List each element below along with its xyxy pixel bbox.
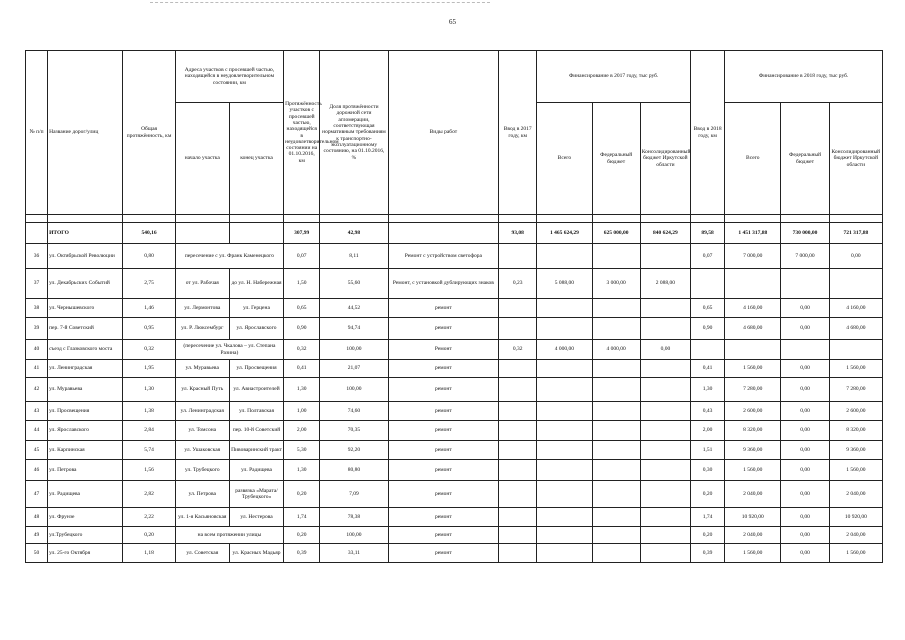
consolidated-2018: 7 280,00 xyxy=(829,378,882,402)
input-2017 xyxy=(499,360,537,378)
header-length: Общая протяжённость, км xyxy=(123,51,175,215)
row-number: 48 xyxy=(26,508,48,527)
road-name: съезд с Глазковского моста xyxy=(48,340,123,360)
road-name: ул. Ленинградская xyxy=(48,360,123,378)
table-row xyxy=(26,508,883,527)
table-row xyxy=(26,378,883,402)
row-number: 39 xyxy=(26,318,48,340)
input-2017 xyxy=(499,299,537,318)
work-type: ремонт xyxy=(388,360,499,378)
input-2018: 1,74 xyxy=(691,508,725,527)
normative-share: 33,11 xyxy=(320,544,388,563)
input-2018 xyxy=(691,269,725,299)
road-name: ул. Декабрьских Событий xyxy=(48,269,123,299)
bad-section-length: 0,20 xyxy=(284,481,320,508)
consolidated-2017 xyxy=(640,460,690,481)
federal-2018: 0,00 xyxy=(781,402,829,421)
consolidated-2018: 1 560,00 xyxy=(829,544,882,563)
bad-section-length: 0,20 xyxy=(284,527,320,544)
row-number: 45 xyxy=(26,441,48,460)
road-name: ул.Трубецкого xyxy=(48,527,123,544)
sum-2018: 7 280,00 xyxy=(725,378,781,402)
work-type: ремонт xyxy=(388,421,499,441)
section-start: ул. Ушаковская xyxy=(175,441,229,460)
normative-share: 100,00 xyxy=(320,378,388,402)
consolidated-2018: 1 560,00 xyxy=(829,360,882,378)
sum-2018: 4 160,00 xyxy=(725,299,781,318)
normative-share: 7,09 xyxy=(320,481,388,508)
consolidated-2018: 8 320,00 xyxy=(829,421,882,441)
consolidated-2018: 1 560,00 xyxy=(829,460,882,481)
road-length: 1,46 xyxy=(123,299,175,318)
section-start: ул. Трубецкого xyxy=(175,460,229,481)
consolidated-2018: 2 600,00 xyxy=(829,402,882,421)
federal-2017 xyxy=(592,441,640,460)
road-length: 1,95 xyxy=(123,360,175,378)
federal-2017 xyxy=(592,544,640,563)
consolidated-2018: 0,00 xyxy=(829,244,882,269)
federal-2017 xyxy=(592,481,640,508)
section-end: Пивоваринский тракт xyxy=(229,441,283,460)
header-bad-length: Протяжённость участков с просевшей частью, находящейся в неудовлетворительном состоянии на 01.10.2016, км xyxy=(284,51,320,215)
sum-2017 xyxy=(537,402,592,421)
header-consolidated-2017: Консолидированный бюджет Иркутской области xyxy=(640,103,690,215)
work-type: Ремонт с устройством светофора xyxy=(388,244,499,269)
sum-2018: 4 680,00 xyxy=(725,318,781,340)
bad-section-length: 5,30 xyxy=(284,441,320,460)
federal-2018: 0,00 xyxy=(781,544,829,563)
work-type: ремонт xyxy=(388,544,499,563)
road-length: 2,22 xyxy=(123,508,175,527)
input-2018: 1,51 xyxy=(691,441,725,460)
normative-share: 80,80 xyxy=(320,460,388,481)
work-type: ремонт xyxy=(388,402,499,421)
federal-2017 xyxy=(592,527,640,544)
road-name: ул. Карпинская xyxy=(48,441,123,460)
input-2018: 0,07 xyxy=(691,244,725,269)
input-2017 xyxy=(499,481,537,508)
input-2018: 2,00 xyxy=(691,421,725,441)
sum-2017 xyxy=(537,527,592,544)
table-row xyxy=(26,402,883,421)
input-2017 xyxy=(499,318,537,340)
scan-top-edge xyxy=(150,2,490,3)
row-number: 36 xyxy=(26,244,48,269)
federal-2017: 4 000,00 xyxy=(592,340,640,360)
input-2018: 0,43 xyxy=(691,402,725,421)
sum-2018: 8 320,00 xyxy=(725,421,781,441)
section-start: от ул. Рабочая xyxy=(175,269,229,299)
road-name: ул. Петрова xyxy=(48,460,123,481)
normative-share: 100,00 xyxy=(320,340,388,360)
table-row xyxy=(26,318,883,340)
header-federal-2018: Федеральный бюджет xyxy=(781,103,829,215)
total-fed-2018: 730 000,00 xyxy=(781,223,829,244)
input-2018: 0,41 xyxy=(691,360,725,378)
federal-2018: 7 000,00 xyxy=(781,244,829,269)
table-row xyxy=(26,299,883,318)
header-consolidated-2018: Консолидированный бюджет Иркутской области xyxy=(829,103,882,215)
input-2017: 0,32 xyxy=(499,340,537,360)
sum-2017 xyxy=(537,299,592,318)
federal-2017 xyxy=(592,360,640,378)
section-start: ул. Р. Люксембург xyxy=(175,318,229,340)
consolidated-2017 xyxy=(640,527,690,544)
federal-2018: 0,00 xyxy=(781,421,829,441)
section-end: до ул. Н. Набережная xyxy=(229,269,283,299)
section-end: ул. Просвещения xyxy=(229,360,283,378)
table-row xyxy=(26,340,883,360)
header-total-2017: Всего xyxy=(537,103,592,215)
row-number: 40 xyxy=(26,340,48,360)
input-2017 xyxy=(499,527,537,544)
total-cons-2018: 721 317,88 xyxy=(829,223,882,244)
input-2018: 0,90 xyxy=(691,318,725,340)
section-end: ул. Радищева xyxy=(229,460,283,481)
total-input-2018: 89,58 xyxy=(691,223,725,244)
work-type: ремонт xyxy=(388,460,499,481)
input-2017 xyxy=(499,441,537,460)
sum-2017 xyxy=(537,481,592,508)
header-fin-2018: Финансирование в 2018 году, тыс руб. xyxy=(725,51,883,103)
federal-2018: 0,00 xyxy=(781,481,829,508)
sum-2018: 1 560,00 xyxy=(725,544,781,563)
work-type: ремонт xyxy=(388,378,499,402)
bad-section-length: 0,41 xyxy=(284,360,320,378)
total-length: 540,16 xyxy=(123,223,175,244)
sum-2017 xyxy=(537,441,592,460)
consolidated-2018: 10 920,00 xyxy=(829,508,882,527)
sum-2017 xyxy=(537,244,592,269)
total-input-2017: 93,08 xyxy=(499,223,537,244)
row-number: 47 xyxy=(26,481,48,508)
work-type: ремонт xyxy=(388,527,499,544)
federal-2017 xyxy=(592,318,640,340)
sum-2017 xyxy=(537,421,592,441)
sum-2018: 2 040,00 xyxy=(725,481,781,508)
federal-2017: 3 000,00 xyxy=(592,269,640,299)
row-number: 43 xyxy=(26,402,48,421)
federal-2017 xyxy=(592,402,640,421)
federal-2018 xyxy=(781,269,829,299)
sum-2018: 7 000,00 xyxy=(725,244,781,269)
input-2017 xyxy=(499,378,537,402)
header-addresses: Адреса участков с просевшей частью, находящейся в неудовлетворительном состоянии, км xyxy=(175,51,283,103)
work-type: ремонт xyxy=(388,481,499,508)
sum-2018: 2 040,00 xyxy=(725,527,781,544)
total-sum-2017: 1 465 624,29 xyxy=(537,223,592,244)
road-length: 1,38 xyxy=(123,402,175,421)
input-2018: 1,30 xyxy=(691,378,725,402)
road-length: 1,56 xyxy=(123,460,175,481)
normative-share: 92,20 xyxy=(320,441,388,460)
work-type: Ремонт xyxy=(388,340,499,360)
table-row xyxy=(26,244,883,269)
road-repair-table xyxy=(25,50,883,563)
road-length: 0,95 xyxy=(123,318,175,340)
sum-2018 xyxy=(725,340,781,360)
bad-section-length: 1,50 xyxy=(284,269,320,299)
normative-share: 94,74 xyxy=(320,318,388,340)
section-address: (пересечение ул. Чкалова – ул. Степана Разина) xyxy=(175,340,283,360)
sum-2018: 1 560,00 xyxy=(725,360,781,378)
federal-2018 xyxy=(781,340,829,360)
table-row xyxy=(26,460,883,481)
table-row xyxy=(26,269,883,299)
section-start: ул. Лермонтова xyxy=(175,299,229,318)
federal-2018: 0,00 xyxy=(781,508,829,527)
section-end: развязка «Марата/Трубецкого» xyxy=(229,481,283,508)
federal-2018: 0,00 xyxy=(781,360,829,378)
input-2017 xyxy=(499,460,537,481)
header-input-2017: Ввод в 2017 году, км xyxy=(499,51,537,215)
consolidated-2018: 2 040,00 xyxy=(829,527,882,544)
section-end: ул. Нестерова xyxy=(229,508,283,527)
input-2017 xyxy=(499,544,537,563)
input-2017: 0,23 xyxy=(499,269,537,299)
total-row xyxy=(26,223,883,244)
input-2018: 0,20 xyxy=(691,527,725,544)
federal-2017 xyxy=(592,299,640,318)
sum-2017 xyxy=(537,460,592,481)
table-row xyxy=(26,360,883,378)
road-name: ул. Ярославского xyxy=(48,421,123,441)
federal-2017 xyxy=(592,421,640,441)
federal-2018: 0,00 xyxy=(781,378,829,402)
total-sum-2018: 1 451 317,88 xyxy=(725,223,781,244)
federal-2018: 0,00 xyxy=(781,527,829,544)
consolidated-2017 xyxy=(640,402,690,421)
section-start: ул. 1-я Касьяновская xyxy=(175,508,229,527)
input-2018: 0,20 xyxy=(691,481,725,508)
road-name: ул. Октябрьской Революции xyxy=(48,244,123,269)
consolidated-2018: 4 680,00 xyxy=(829,318,882,340)
federal-2018: 0,00 xyxy=(781,441,829,460)
consolidated-2017 xyxy=(640,299,690,318)
bad-section-length: 1,74 xyxy=(284,508,320,527)
input-2018 xyxy=(691,340,725,360)
section-end: пер. 10-й Советский xyxy=(229,421,283,441)
header-share: Доля протяжённости дорожной сети агломерации, соответствующая нормативным требованиям к транспортно-эксплуатационному состоянию, на 01.10.2016, % xyxy=(320,51,388,215)
row-number: 37 xyxy=(26,269,48,299)
consolidated-2018: 9 360,00 xyxy=(829,441,882,460)
consolidated-2017: 0,00 xyxy=(640,340,690,360)
header-num: № п/п xyxy=(26,51,48,215)
consolidated-2017: 2 088,00 xyxy=(640,269,690,299)
bad-section-length: 2,00 xyxy=(284,421,320,441)
bad-section-length: 0,39 xyxy=(284,544,320,563)
sum-2017 xyxy=(537,318,592,340)
road-length: 0,80 xyxy=(123,244,175,269)
section-end: ул. Полтавская xyxy=(229,402,283,421)
sum-2018 xyxy=(725,269,781,299)
section-start: ул. Петрова xyxy=(175,481,229,508)
normative-share: 55,60 xyxy=(320,269,388,299)
total-label: ИТОГО xyxy=(48,223,123,244)
section-start: ул. Муравьева xyxy=(175,360,229,378)
row-number: 50 xyxy=(26,544,48,563)
road-length: 0,20 xyxy=(123,527,175,544)
road-name: ул. Муравьева xyxy=(48,378,123,402)
bad-section-length: 1,00 xyxy=(284,402,320,421)
consolidated-2018 xyxy=(829,269,882,299)
road-length: 0,32 xyxy=(123,340,175,360)
federal-2017 xyxy=(592,460,640,481)
table-row xyxy=(26,544,883,563)
row-number: 44 xyxy=(26,421,48,441)
federal-2018: 0,00 xyxy=(781,318,829,340)
sum-2017 xyxy=(537,378,592,402)
section-start: ул. Красный Путь xyxy=(175,378,229,402)
road-name: ул. Чернышевского xyxy=(48,299,123,318)
normative-share: 100,00 xyxy=(320,527,388,544)
road-name: ул. Просвещения xyxy=(48,402,123,421)
federal-2017 xyxy=(592,378,640,402)
normative-share: 78,38 xyxy=(320,508,388,527)
section-end: ул. Красных Мадьяр xyxy=(229,544,283,563)
work-type: ремонт xyxy=(388,299,499,318)
normative-share: 21,07 xyxy=(320,360,388,378)
table-row xyxy=(26,441,883,460)
consolidated-2017 xyxy=(640,318,690,340)
input-2017 xyxy=(499,508,537,527)
consolidated-2017 xyxy=(640,360,690,378)
sum-2018: 10 920,00 xyxy=(725,508,781,527)
section-start: ул. Советская xyxy=(175,544,229,563)
bad-section-length: 0,90 xyxy=(284,318,320,340)
work-type: ремонт xyxy=(388,318,499,340)
consolidated-2017 xyxy=(640,244,690,269)
page-number: 65 xyxy=(449,18,456,26)
header-fin-2017: Финансирование в 2017 году, тыс руб. xyxy=(537,51,691,103)
consolidated-2017 xyxy=(640,421,690,441)
section-end: ул. Герцена xyxy=(229,299,283,318)
bad-section-length: 1,30 xyxy=(284,378,320,402)
sum-2017 xyxy=(537,544,592,563)
work-type: ремонт xyxy=(388,441,499,460)
sum-2018: 9 360,00 xyxy=(725,441,781,460)
bad-section-length: 0,65 xyxy=(284,299,320,318)
table-row xyxy=(26,421,883,441)
work-type: Ремонт, с установкой дублирующих знаков xyxy=(388,269,499,299)
normative-share: 8,11 xyxy=(320,244,388,269)
normative-share: 44,52 xyxy=(320,299,388,318)
section-address: пересечение с ул. Франк Каменецкого xyxy=(175,244,283,269)
consolidated-2017 xyxy=(640,481,690,508)
input-2018: 0,39 xyxy=(691,544,725,563)
consolidated-2017 xyxy=(640,441,690,460)
header-total-2018: Всего xyxy=(725,103,781,215)
road-length: 5,74 xyxy=(123,441,175,460)
input-2017 xyxy=(499,244,537,269)
road-length: 1,30 xyxy=(123,378,175,402)
section-start: ул. Ленинградская xyxy=(175,402,229,421)
consolidated-2018: 2 040,00 xyxy=(829,481,882,508)
sum-2018: 2 600,00 xyxy=(725,402,781,421)
header-works: Виды работ xyxy=(388,51,499,215)
federal-2018: 0,00 xyxy=(781,299,829,318)
consolidated-2017 xyxy=(640,544,690,563)
header-name: Название дорог/улиц xyxy=(48,51,123,215)
consolidated-2018: 4 160,00 xyxy=(829,299,882,318)
row-number: 46 xyxy=(26,460,48,481)
normative-share: 70,35 xyxy=(320,421,388,441)
road-length: 1,18 xyxy=(123,544,175,563)
sum-2018: 1 560,00 xyxy=(725,460,781,481)
road-name: ул. Радищева xyxy=(48,481,123,508)
section-end: ул. Авиастроителей xyxy=(229,378,283,402)
table-row xyxy=(26,527,883,544)
bad-section-length: 1,30 xyxy=(284,460,320,481)
header-start: начало участка xyxy=(175,103,229,215)
work-type: ремонт xyxy=(388,508,499,527)
sum-2017: 5 088,00 xyxy=(537,269,592,299)
header-input-2018: Ввод в 2018 году, км xyxy=(691,51,725,215)
bad-section-length: 0,07 xyxy=(284,244,320,269)
total-share: 42,98 xyxy=(320,223,388,244)
table-row xyxy=(26,481,883,508)
consolidated-2017 xyxy=(640,508,690,527)
federal-2017 xyxy=(592,244,640,269)
consolidated-2017 xyxy=(640,378,690,402)
input-2017 xyxy=(499,421,537,441)
road-name: пер. 7-й Советский xyxy=(48,318,123,340)
row-number: 49 xyxy=(26,527,48,544)
consolidated-2018 xyxy=(829,340,882,360)
input-2017 xyxy=(499,402,537,421)
road-name: ул. 25-го Октября xyxy=(48,544,123,563)
bad-section-length: 0,32 xyxy=(284,340,320,360)
sum-2017 xyxy=(537,360,592,378)
normative-share: 74,60 xyxy=(320,402,388,421)
road-length: 2,82 xyxy=(123,481,175,508)
sum-2017 xyxy=(537,508,592,527)
section-end: ул. Ярославского xyxy=(229,318,283,340)
total-fed-2017: 625 000,00 xyxy=(592,223,640,244)
road-length: 2,84 xyxy=(123,421,175,441)
section-address: на всем протяжении улицы xyxy=(175,527,283,544)
row-number: 38 xyxy=(26,299,48,318)
row-number: 41 xyxy=(26,360,48,378)
total-bad-length: 307,99 xyxy=(284,223,320,244)
road-name: ул. Фрунзе xyxy=(48,508,123,527)
road-length: 2,75 xyxy=(123,269,175,299)
sum-2017: 4 000,00 xyxy=(537,340,592,360)
federal-2017 xyxy=(592,508,640,527)
total-cons-2017: 840 624,29 xyxy=(640,223,690,244)
federal-2018: 0,00 xyxy=(781,460,829,481)
header-federal-2017: Федеральный бюджет xyxy=(592,103,640,215)
input-2018: 0,65 xyxy=(691,299,725,318)
header-end: конец участка xyxy=(229,103,283,215)
row-number: 42 xyxy=(26,378,48,402)
input-2018: 0,30 xyxy=(691,460,725,481)
section-start: ул. Томсона xyxy=(175,421,229,441)
